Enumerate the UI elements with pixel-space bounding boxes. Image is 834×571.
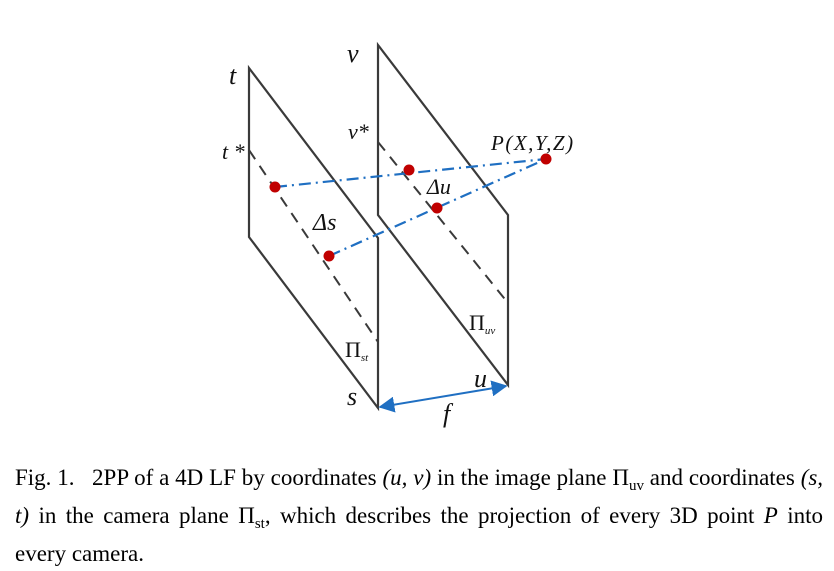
caption-pi-uv-symbol: Π xyxy=(612,465,629,490)
label-pi-uv xyxy=(469,310,495,337)
dashed-line-v-star xyxy=(378,142,508,303)
label-pi-st-symbol: Π xyxy=(345,337,361,362)
label-t-star: t * xyxy=(222,139,245,164)
caption-pi-st-symbol: Π xyxy=(238,503,255,528)
point-st-upper xyxy=(270,182,281,193)
caption-part1: 2PP of a 4D LF by coordinates xyxy=(92,465,377,490)
caption-coords-uv: (u, v) xyxy=(382,465,432,490)
label-t: t xyxy=(229,61,237,90)
caption-st-sub: st xyxy=(254,516,265,532)
caption-part3: and coordinates xyxy=(649,465,795,490)
figure-caption xyxy=(15,463,823,568)
caption-fig-label: Fig. 1. xyxy=(15,465,75,490)
caption-pi-uv xyxy=(612,465,644,494)
point-uv-lower xyxy=(432,203,443,214)
label-point-p: P(X,Y,Z) xyxy=(491,131,575,155)
label-v: v xyxy=(347,39,359,68)
label-delta-u: Δu xyxy=(427,174,451,199)
label-pi-uv-symbol: Π xyxy=(469,310,485,335)
label-pi-st xyxy=(345,337,369,364)
caption-part6: into every camera. xyxy=(15,503,824,566)
point-uv-upper xyxy=(404,165,415,176)
label-delta-s: Δs xyxy=(313,210,337,236)
caption-part5: , which describes the projection of every 3D point xyxy=(264,503,755,528)
label-u: u xyxy=(474,364,487,393)
caption-pi-st xyxy=(238,503,265,532)
caption-part4: in the camera plane xyxy=(38,503,229,528)
point-st-lower xyxy=(324,251,335,262)
caption-part2: in the image plane xyxy=(436,465,607,490)
caption-coords-st: (s, t) xyxy=(15,465,824,528)
caption-uv-sub: uv xyxy=(628,478,644,494)
point-p xyxy=(541,154,552,165)
label-v-star: v* xyxy=(348,119,369,144)
dashed-line-t-star xyxy=(249,150,378,342)
label-pi-st-sub: st xyxy=(360,352,369,364)
label-pi-uv-sub: uv xyxy=(484,325,496,337)
label-s: s xyxy=(347,382,358,411)
label-f: f xyxy=(443,399,451,428)
caption-point-p: P xyxy=(763,503,778,528)
